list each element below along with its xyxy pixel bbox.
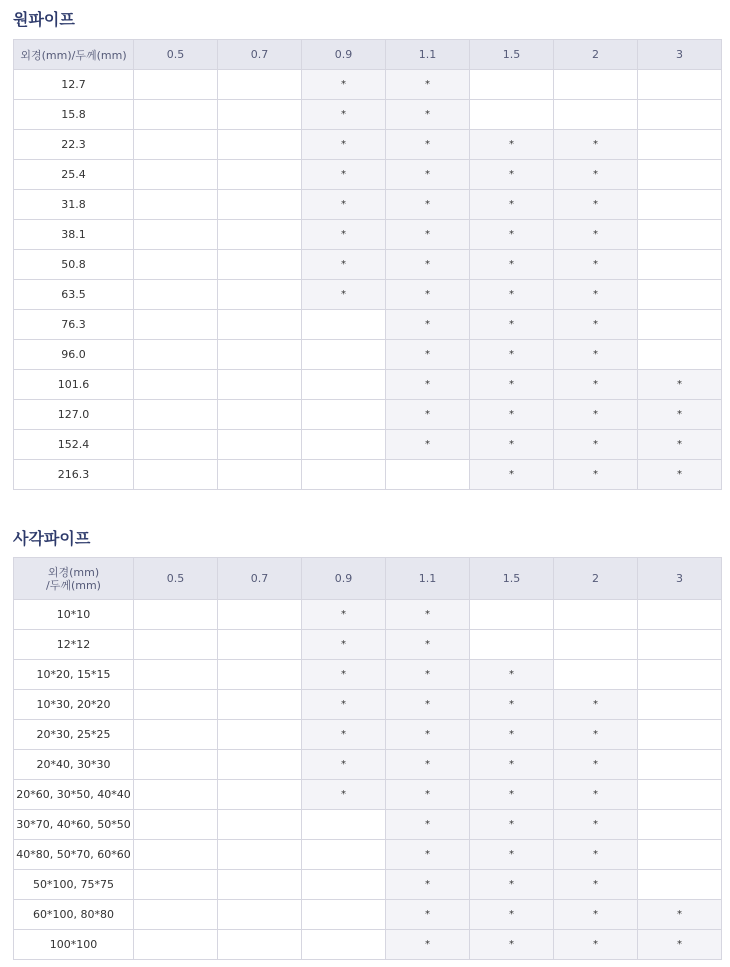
round-pipe-empty-cell xyxy=(554,100,638,130)
round-pipe-empty-cell xyxy=(470,100,554,130)
round-pipe-empty-cell xyxy=(470,70,554,100)
round-pipe-available-mark: * xyxy=(302,280,386,310)
square-pipe-empty-cell xyxy=(134,930,218,960)
square-pipe-body xyxy=(14,600,722,960)
square-pipe-empty-cell xyxy=(470,600,554,630)
square-pipe-available-mark: * xyxy=(386,630,470,660)
square-pipe-empty-cell xyxy=(218,810,302,840)
square-pipe-available-mark: * xyxy=(554,750,638,780)
round-pipe-size-cell: 152.4 xyxy=(14,430,134,460)
square-pipe-empty-cell xyxy=(470,630,554,660)
round-pipe-available-mark: * xyxy=(386,160,470,190)
round-pipe-available-mark: * xyxy=(554,130,638,160)
round-pipe-thickness-header: 3 xyxy=(638,40,722,70)
round-pipe-size-cell: 38.1 xyxy=(14,220,134,250)
round-pipe-empty-cell xyxy=(302,400,386,430)
square-pipe-size-cell: 12*12 xyxy=(14,630,134,660)
round-pipe-available-mark: * xyxy=(470,280,554,310)
square-pipe-empty-cell xyxy=(218,690,302,720)
round-pipe-available-mark: * xyxy=(386,400,470,430)
square-pipe-empty-cell xyxy=(638,780,722,810)
square-pipe-empty-cell xyxy=(218,900,302,930)
round-pipe-empty-cell xyxy=(218,400,302,430)
square-pipe-empty-cell xyxy=(638,600,722,630)
round-pipe-body xyxy=(14,70,722,490)
round-pipe-available-mark: * xyxy=(470,190,554,220)
round-pipe-empty-cell xyxy=(134,160,218,190)
round-pipe-available-mark: * xyxy=(470,340,554,370)
round-pipe-size-cell: 22.3 xyxy=(14,130,134,160)
round-pipe-title: 원파이프 xyxy=(13,10,75,29)
round-pipe-available-mark: * xyxy=(470,220,554,250)
round-pipe-size-cell: 25.4 xyxy=(14,160,134,190)
square-pipe-empty-cell xyxy=(638,840,722,870)
round-pipe-empty-cell xyxy=(134,100,218,130)
square-pipe-row xyxy=(14,840,722,870)
round-pipe-header-label: 외경(mm)/두께(mm) xyxy=(14,40,134,70)
round-pipe-row xyxy=(14,100,722,130)
square-pipe-size-cell: 50*100, 75*75 xyxy=(14,870,134,900)
square-pipe-empty-cell xyxy=(302,810,386,840)
round-pipe-available-mark: * xyxy=(638,460,722,490)
round-pipe-empty-cell xyxy=(134,460,218,490)
round-pipe-row xyxy=(14,460,722,490)
square-pipe-available-mark: * xyxy=(386,660,470,690)
round-pipe-available-mark: * xyxy=(470,400,554,430)
round-pipe-empty-cell xyxy=(638,100,722,130)
round-pipe-row xyxy=(14,160,722,190)
square-pipe-available-mark: * xyxy=(302,630,386,660)
square-pipe-empty-cell xyxy=(218,600,302,630)
square-pipe-thickness-header: 0.9 xyxy=(302,558,386,600)
square-pipe-row xyxy=(14,930,722,960)
round-pipe-available-mark: * xyxy=(386,70,470,100)
round-pipe-row xyxy=(14,220,722,250)
square-pipe-available-mark: * xyxy=(470,750,554,780)
square-pipe-header-row xyxy=(14,558,722,600)
round-pipe-size-cell: 15.8 xyxy=(14,100,134,130)
square-pipe-row xyxy=(14,630,722,660)
round-pipe-available-mark: * xyxy=(638,370,722,400)
round-pipe-row xyxy=(14,250,722,280)
round-pipe-empty-cell xyxy=(218,250,302,280)
round-pipe-available-mark: * xyxy=(302,160,386,190)
square-pipe-empty-cell xyxy=(638,870,722,900)
round-pipe-empty-cell xyxy=(386,460,470,490)
round-pipe-empty-cell xyxy=(638,250,722,280)
square-pipe-available-mark: * xyxy=(554,690,638,720)
square-pipe-available-mark: * xyxy=(302,780,386,810)
round-pipe-available-mark: * xyxy=(554,250,638,280)
square-pipe-available-mark: * xyxy=(470,840,554,870)
square-pipe-empty-cell xyxy=(218,930,302,960)
round-pipe-available-mark: * xyxy=(554,400,638,430)
square-pipe-header-label xyxy=(14,558,134,600)
round-pipe-empty-cell xyxy=(218,280,302,310)
round-pipe-available-mark: * xyxy=(554,190,638,220)
square-pipe-available-mark: * xyxy=(386,720,470,750)
round-pipe-empty-cell xyxy=(302,310,386,340)
round-pipe-available-mark: * xyxy=(638,400,722,430)
round-pipe-row xyxy=(14,430,722,460)
square-pipe-size-cell: 40*80, 50*70, 60*60 xyxy=(14,840,134,870)
round-pipe-available-mark: * xyxy=(386,370,470,400)
square-pipe-empty-cell xyxy=(218,720,302,750)
square-pipe-empty-cell xyxy=(302,930,386,960)
square-pipe-row xyxy=(14,810,722,840)
round-pipe-available-mark: * xyxy=(386,100,470,130)
round-pipe-empty-cell xyxy=(218,340,302,370)
round-pipe-available-mark: * xyxy=(386,340,470,370)
square-pipe-available-mark: * xyxy=(554,840,638,870)
square-pipe-empty-cell xyxy=(638,720,722,750)
round-pipe-thickness-header: 0.7 xyxy=(218,40,302,70)
square-pipe-available-mark: * xyxy=(302,750,386,780)
round-pipe-size-cell: 12.7 xyxy=(14,70,134,100)
round-pipe-empty-cell xyxy=(218,220,302,250)
round-pipe-size-cell: 31.8 xyxy=(14,190,134,220)
square-pipe-available-mark: * xyxy=(386,810,470,840)
square-pipe-size-cell: 10*20, 15*15 xyxy=(14,660,134,690)
square-pipe-empty-cell xyxy=(134,600,218,630)
square-pipe-empty-cell xyxy=(134,630,218,660)
round-pipe-empty-cell xyxy=(134,220,218,250)
round-pipe-thickness-header: 0.5 xyxy=(134,40,218,70)
round-pipe-header-row xyxy=(14,40,722,70)
square-pipe-empty-cell xyxy=(638,690,722,720)
round-pipe-available-mark: * xyxy=(470,460,554,490)
round-pipe-thickness-header: 1.5 xyxy=(470,40,554,70)
round-pipe-available-mark: * xyxy=(470,160,554,190)
square-pipe-empty-cell xyxy=(218,840,302,870)
round-pipe-empty-cell xyxy=(638,310,722,340)
round-pipe-available-mark: * xyxy=(386,220,470,250)
square-pipe-empty-cell xyxy=(638,660,722,690)
round-pipe-empty-cell xyxy=(554,70,638,100)
square-pipe-header-label-line2: /두께(mm) xyxy=(46,578,101,592)
square-pipe-size-cell: 10*10 xyxy=(14,600,134,630)
square-pipe-size-cell: 10*30, 20*20 xyxy=(14,690,134,720)
round-pipe-table xyxy=(13,39,722,490)
square-pipe-thickness-header: 3 xyxy=(638,558,722,600)
round-pipe-empty-cell xyxy=(218,370,302,400)
square-pipe-table xyxy=(13,557,722,960)
square-pipe-empty-cell xyxy=(134,690,218,720)
square-pipe-available-mark: * xyxy=(470,720,554,750)
round-pipe-empty-cell xyxy=(134,130,218,160)
square-pipe-available-mark: * xyxy=(554,870,638,900)
round-pipe-size-cell: 127.0 xyxy=(14,400,134,430)
square-pipe-available-mark: * xyxy=(386,900,470,930)
round-pipe-empty-cell xyxy=(218,70,302,100)
round-pipe-empty-cell xyxy=(218,130,302,160)
square-pipe-empty-cell xyxy=(218,780,302,810)
square-pipe-empty-cell xyxy=(554,600,638,630)
square-pipe-empty-cell xyxy=(134,900,218,930)
round-pipe-available-mark: * xyxy=(386,250,470,280)
round-pipe-available-mark: * xyxy=(554,370,638,400)
square-pipe-empty-cell xyxy=(302,900,386,930)
round-pipe-available-mark: * xyxy=(554,340,638,370)
round-pipe-available-mark: * xyxy=(386,190,470,220)
round-pipe-available-mark: * xyxy=(554,220,638,250)
square-pipe-available-mark: * xyxy=(638,930,722,960)
round-pipe-empty-cell xyxy=(218,430,302,460)
round-pipe-available-mark: * xyxy=(554,310,638,340)
square-pipe-available-mark: * xyxy=(638,900,722,930)
square-pipe-size-cell: 100*100 xyxy=(14,930,134,960)
round-pipe-empty-cell xyxy=(638,130,722,160)
square-pipe-row xyxy=(14,720,722,750)
round-pipe-empty-cell xyxy=(638,340,722,370)
square-pipe-thickness-header: 2 xyxy=(554,558,638,600)
square-pipe-available-mark: * xyxy=(386,780,470,810)
round-pipe-empty-cell xyxy=(638,160,722,190)
round-pipe-empty-cell xyxy=(134,400,218,430)
square-pipe-available-mark: * xyxy=(386,840,470,870)
square-pipe-size-cell: 60*100, 80*80 xyxy=(14,900,134,930)
square-pipe-available-mark: * xyxy=(470,810,554,840)
square-pipe-available-mark: * xyxy=(386,930,470,960)
square-pipe-row xyxy=(14,900,722,930)
square-pipe-empty-cell xyxy=(638,810,722,840)
square-pipe-available-mark: * xyxy=(386,870,470,900)
square-pipe-available-mark: * xyxy=(386,750,470,780)
square-pipe-thickness-header: 0.7 xyxy=(218,558,302,600)
round-pipe-available-mark: * xyxy=(554,160,638,190)
square-pipe-empty-cell xyxy=(554,630,638,660)
round-pipe-available-mark: * xyxy=(302,130,386,160)
round-pipe-available-mark: * xyxy=(386,310,470,340)
square-pipe-empty-cell xyxy=(134,780,218,810)
round-pipe-available-mark: * xyxy=(470,430,554,460)
round-pipe-available-mark: * xyxy=(470,130,554,160)
round-pipe-size-cell: 63.5 xyxy=(14,280,134,310)
square-pipe-row xyxy=(14,690,722,720)
round-pipe-empty-cell xyxy=(638,190,722,220)
square-pipe-empty-cell xyxy=(134,750,218,780)
square-pipe-available-mark: * xyxy=(470,900,554,930)
round-pipe-empty-cell xyxy=(218,190,302,220)
square-pipe-available-mark: * xyxy=(302,660,386,690)
round-pipe-available-mark: * xyxy=(302,220,386,250)
square-pipe-available-mark: * xyxy=(554,900,638,930)
round-pipe-empty-cell xyxy=(638,70,722,100)
round-pipe-row xyxy=(14,370,722,400)
round-pipe-row xyxy=(14,340,722,370)
square-pipe-size-cell: 20*30, 25*25 xyxy=(14,720,134,750)
round-pipe-size-cell: 50.8 xyxy=(14,250,134,280)
round-pipe-available-mark: * xyxy=(302,250,386,280)
square-pipe-available-mark: * xyxy=(302,690,386,720)
square-pipe-row xyxy=(14,750,722,780)
square-pipe-empty-cell xyxy=(134,870,218,900)
round-pipe-empty-cell xyxy=(218,100,302,130)
square-pipe-thickness-header: 1.5 xyxy=(470,558,554,600)
round-pipe-empty-cell xyxy=(638,280,722,310)
square-pipe-empty-cell xyxy=(134,660,218,690)
round-pipe-available-mark: * xyxy=(554,460,638,490)
round-pipe-empty-cell xyxy=(134,280,218,310)
round-pipe-empty-cell xyxy=(134,310,218,340)
square-pipe-available-mark: * xyxy=(554,720,638,750)
square-pipe-thickness-header: 1.1 xyxy=(386,558,470,600)
round-pipe-size-cell: 101.6 xyxy=(14,370,134,400)
square-pipe-available-mark: * xyxy=(470,780,554,810)
round-pipe-empty-cell xyxy=(218,460,302,490)
round-pipe-row xyxy=(14,130,722,160)
round-pipe-available-mark: * xyxy=(554,280,638,310)
square-pipe-available-mark: * xyxy=(554,930,638,960)
round-pipe-available-mark: * xyxy=(302,100,386,130)
round-pipe-available-mark: * xyxy=(302,70,386,100)
square-pipe-empty-cell xyxy=(218,750,302,780)
round-pipe-empty-cell xyxy=(134,190,218,220)
square-pipe-empty-cell xyxy=(218,630,302,660)
square-pipe-available-mark: * xyxy=(386,690,470,720)
round-pipe-available-mark: * xyxy=(470,370,554,400)
square-pipe-available-mark: * xyxy=(470,930,554,960)
round-pipe-size-cell: 96.0 xyxy=(14,340,134,370)
round-pipe-empty-cell xyxy=(134,370,218,400)
round-pipe-empty-cell xyxy=(302,430,386,460)
square-pipe-empty-cell xyxy=(134,810,218,840)
round-pipe-size-cell: 76.3 xyxy=(14,310,134,340)
round-pipe-available-mark: * xyxy=(470,250,554,280)
square-pipe-row xyxy=(14,600,722,630)
square-pipe-empty-cell xyxy=(134,840,218,870)
square-pipe-size-cell: 20*40, 30*30 xyxy=(14,750,134,780)
round-pipe-thickness-header: 0.9 xyxy=(302,40,386,70)
square-pipe-empty-cell xyxy=(134,720,218,750)
round-pipe-available-mark: * xyxy=(470,310,554,340)
square-pipe-row xyxy=(14,780,722,810)
round-pipe-available-mark: * xyxy=(386,430,470,460)
square-pipe-available-mark: * xyxy=(386,600,470,630)
round-pipe-empty-cell xyxy=(134,430,218,460)
square-pipe-size-cell: 30*70, 40*60, 50*50 xyxy=(14,810,134,840)
round-pipe-empty-cell xyxy=(134,250,218,280)
round-pipe-empty-cell xyxy=(302,370,386,400)
round-pipe-row xyxy=(14,70,722,100)
round-pipe-available-mark: * xyxy=(554,430,638,460)
square-pipe-empty-cell xyxy=(218,660,302,690)
square-pipe-header-label-line1: 외경(mm) xyxy=(47,565,100,579)
round-pipe-empty-cell xyxy=(218,310,302,340)
square-pipe-available-mark: * xyxy=(470,690,554,720)
round-pipe-thickness-header: 2 xyxy=(554,40,638,70)
round-pipe-empty-cell xyxy=(134,340,218,370)
square-pipe-size-cell: 20*60, 30*50, 40*40 xyxy=(14,780,134,810)
square-pipe-empty-cell xyxy=(302,840,386,870)
square-pipe-available-mark: * xyxy=(554,810,638,840)
round-pipe-thickness-header: 1.1 xyxy=(386,40,470,70)
round-pipe-empty-cell xyxy=(302,340,386,370)
round-pipe-empty-cell xyxy=(218,160,302,190)
square-pipe-row xyxy=(14,660,722,690)
round-pipe-size-cell: 216.3 xyxy=(14,460,134,490)
round-pipe-empty-cell xyxy=(134,70,218,100)
square-pipe-empty-cell xyxy=(638,630,722,660)
square-pipe-title: 사각파이프 xyxy=(13,529,91,548)
square-pipe-available-mark: * xyxy=(302,720,386,750)
square-pipe-empty-cell xyxy=(302,870,386,900)
round-pipe-available-mark: * xyxy=(302,190,386,220)
square-pipe-available-mark: * xyxy=(302,600,386,630)
square-pipe-thickness-header: 0.5 xyxy=(134,558,218,600)
round-pipe-available-mark: * xyxy=(386,280,470,310)
round-pipe-row xyxy=(14,310,722,340)
square-pipe-row xyxy=(14,870,722,900)
round-pipe-row xyxy=(14,190,722,220)
square-pipe-available-mark: * xyxy=(470,870,554,900)
round-pipe-available-mark: * xyxy=(386,130,470,160)
round-pipe-row xyxy=(14,400,722,430)
square-pipe-empty-cell xyxy=(638,750,722,780)
round-pipe-available-mark: * xyxy=(638,430,722,460)
square-pipe-empty-cell xyxy=(554,660,638,690)
square-pipe-empty-cell xyxy=(218,870,302,900)
round-pipe-empty-cell xyxy=(638,220,722,250)
square-pipe-available-mark: * xyxy=(554,780,638,810)
round-pipe-empty-cell xyxy=(302,460,386,490)
round-pipe-row xyxy=(14,280,722,310)
square-pipe-available-mark: * xyxy=(470,660,554,690)
